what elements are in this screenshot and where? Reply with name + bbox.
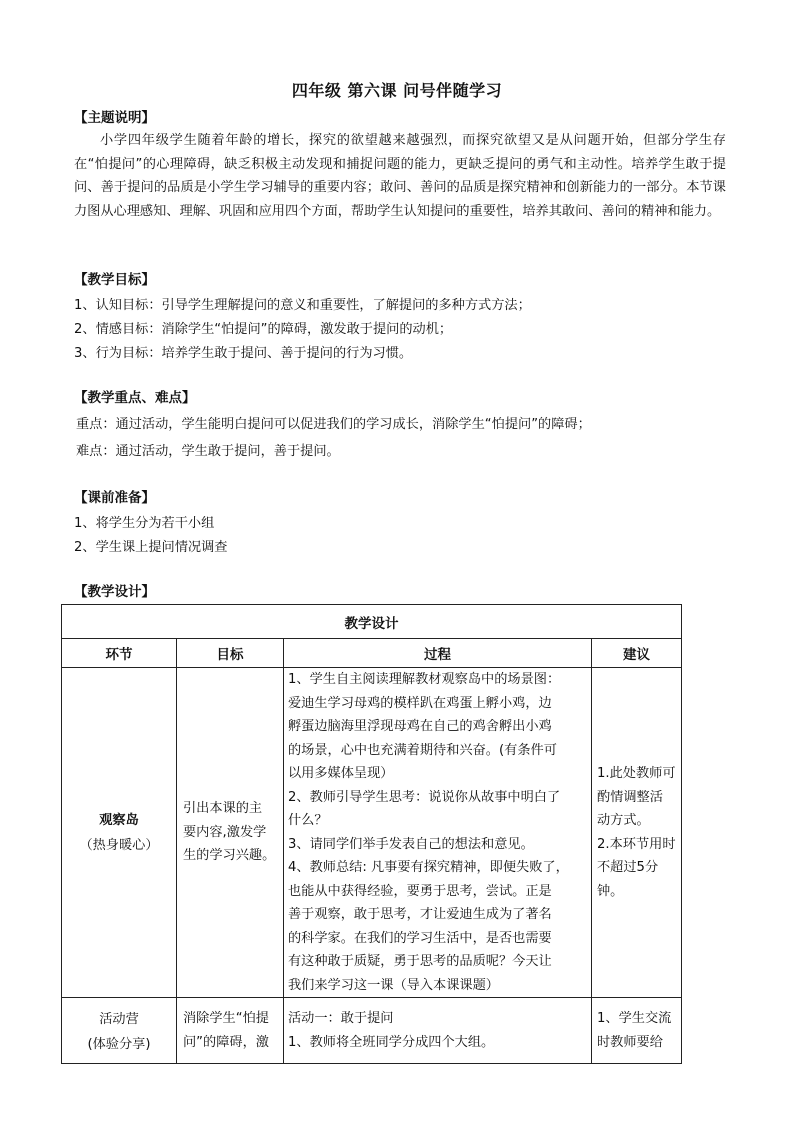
process-line: 爱迪生学习母鸡的模样趴在鸡蛋上孵小鸡，边 xyxy=(288,695,552,711)
advice-line: 1.此处教师可 xyxy=(597,766,676,781)
prep-item: 1、将学生分为若干小组 xyxy=(74,516,215,531)
teaching-design-table xyxy=(61,604,682,1064)
key-points-heading: 【教学重点、难点】 xyxy=(74,390,196,406)
section-cell xyxy=(62,668,177,998)
process-cell xyxy=(284,668,592,998)
section-subtitle: （热身暖心） xyxy=(79,837,159,853)
process-line: 的科学家。在我们的学习生活中，是否也需要 xyxy=(288,930,552,946)
goal-line: 引出本课的主 xyxy=(183,801,263,817)
column-header-advice: 建议 xyxy=(592,639,682,668)
table-row xyxy=(62,668,682,998)
key-point-item: 难点：通过活动，学生敢于提问，善于提问。 xyxy=(76,444,340,459)
table-row xyxy=(62,998,682,1064)
goal-line: 要内容,激发学 xyxy=(183,824,267,840)
process-line: 也能从中获得经验，要勇于思考，尝试。正是 xyxy=(288,883,552,899)
goal-item: 2、情感目标：消除学生“怕提问”的障碍，激发敢于提问的动机； xyxy=(74,322,453,337)
process-line: 活动一：敢于提问 xyxy=(288,1011,394,1026)
process-line: 什么？ xyxy=(288,813,328,828)
advice-cell xyxy=(592,998,682,1064)
process-line: 1、学生自主阅读理解教材观察岛中的场景图： xyxy=(288,672,561,687)
advice-line: 2.本环节用时 xyxy=(597,836,676,852)
key-point-item: 重点：通过活动，学生能明白提问可以促进我们的学习成长，消除学生“怕提问”的障碍； xyxy=(76,417,591,432)
process-line: 3、请同学们举手发表自己的想法和意见。 xyxy=(288,836,534,852)
section-cell xyxy=(62,998,177,1064)
goal-line: 生的学习兴趣。 xyxy=(183,848,276,864)
process-line: 的场景，心中也充满着期待和兴奋。(有条件可 xyxy=(288,742,557,758)
goal-line: 问”的障碍，激 xyxy=(183,1034,269,1050)
advice-line: 1、学生交流 xyxy=(597,1011,672,1026)
section-name: 活动营 xyxy=(99,1011,139,1027)
advice-line: 酌情调整活 xyxy=(597,789,663,805)
process-line: 4、教师总结: 凡事要有探究精神，即便失败了， xyxy=(288,860,569,875)
goal-cell xyxy=(177,998,284,1064)
design-heading: 【教学设计】 xyxy=(74,584,155,600)
theme-paragraph: 小学四年级学生随着年龄的增长，探究的欲望越来越强烈，而探究欲望又是从问题开始，但部分学生存在“怕提问”的心理障碍，缺乏积极主动发现和捕捉问题的能力，更缺乏提问的勇气和主动性。培养学生敢于提问、善于提问的品质是小学生学习辅导的重要内容；敢问、善问的品质是探究精神和创新能力的一部分。本节课力图从心理感知、理解、巩固和应用四个方面，帮助学生认知提问的重要性，培养其敢问、善问的精神和能力。 xyxy=(74,133,726,219)
process-line: 以用多媒体呈现） xyxy=(288,766,394,781)
page-title: 四年级 第六课 问号伴随学习 xyxy=(291,81,503,100)
column-header-process: 过程 xyxy=(284,639,592,668)
goal-item: 3、行为目标：培养学生敢于提问、善于提问的行为习惯。 xyxy=(74,346,413,361)
process-cell xyxy=(284,998,592,1064)
advice-line: 不超过5分钟。 xyxy=(597,860,659,899)
column-header-goal: 目标 xyxy=(177,639,284,668)
table-header-row xyxy=(62,639,682,668)
table-caption: 教学设计 xyxy=(62,605,682,639)
section-name: 观察岛 xyxy=(99,812,139,828)
process-line: 孵蛋边脑海里浮现母鸡在自己的鸡舍孵出小鸡 xyxy=(288,719,552,734)
process-line: 有这种敢于质疑，勇于思考的品质呢？今天让 xyxy=(288,954,552,969)
prep-item: 2、学生课上提问情况调查 xyxy=(74,540,228,555)
goal-item: 1、认知目标：引导学生理解提问的意义和重要性，了解提问的多种方式方法； xyxy=(74,298,531,313)
process-line: 我们来学习这一课（导入本课课题） xyxy=(288,977,499,993)
advice-line: 动方式。 xyxy=(597,813,650,828)
process-line: 2、教师引导学生思考：说说你从故事中明白了 xyxy=(288,789,561,805)
process-line: 1、教师将全班同学分成四个大组。 xyxy=(288,1034,495,1050)
goal-cell xyxy=(177,668,284,998)
section-subtitle: (体验分享) xyxy=(87,1036,151,1052)
theme-heading: 【主题说明】 xyxy=(74,110,155,126)
column-header-section: 环节 xyxy=(62,639,177,668)
advice-line: 时教师要给 xyxy=(597,1034,663,1050)
goals-heading: 【教学目标】 xyxy=(74,272,155,288)
table-caption-row xyxy=(62,605,682,639)
process-line: 善于观察，敢于思考，才让爱迪生成为了著名 xyxy=(288,907,552,922)
advice-cell xyxy=(592,668,682,998)
prep-heading: 【课前准备】 xyxy=(74,490,155,506)
goal-line: 消除学生“怕提 xyxy=(183,1011,269,1026)
